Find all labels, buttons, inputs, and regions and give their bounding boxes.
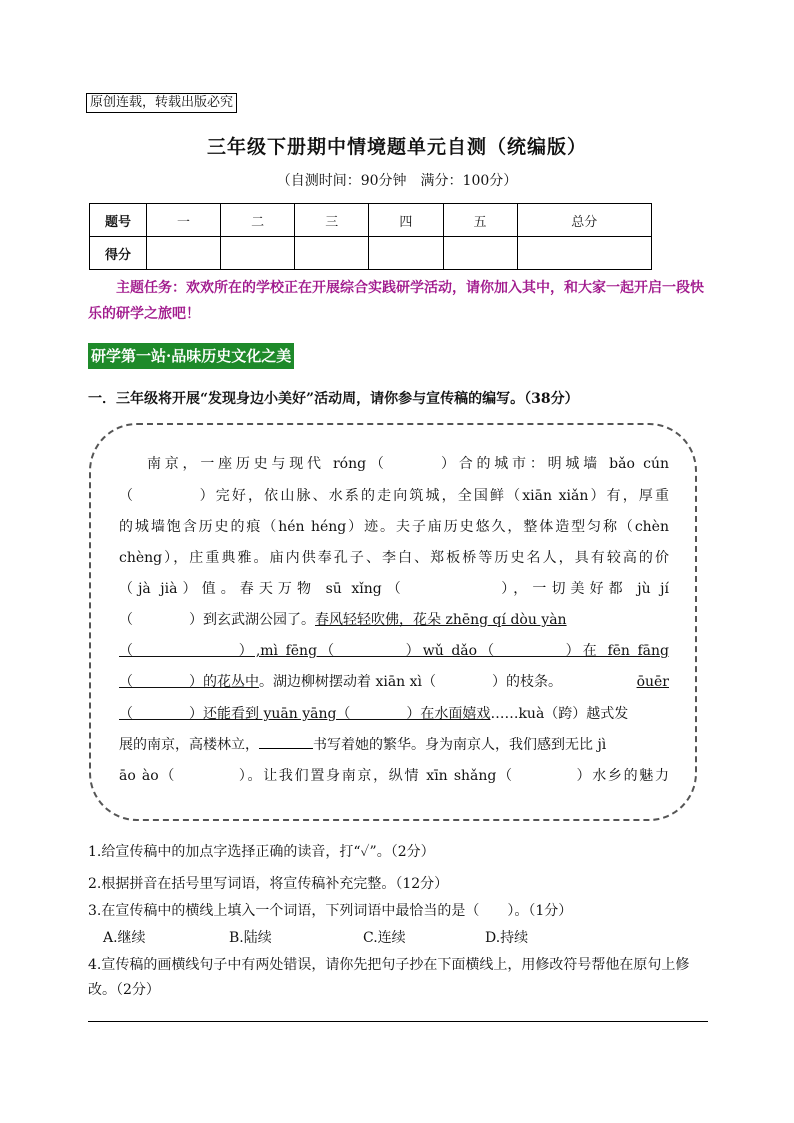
answer-line[interactable]	[88, 1021, 708, 1022]
passage-text: （ ）还能看到 yuān yāng（ ）在水面嬉戏	[119, 706, 491, 722]
score-cell[interactable]	[221, 237, 295, 270]
passage-text: （ ）到玄武湖公园了。	[119, 612, 315, 628]
option-c: C.连续	[363, 930, 406, 946]
passage-line: chèng），庄重典雅。庙内供奉孔子、李白、郑板桥等历史名人，具有较高的价	[119, 550, 669, 566]
passage-text: 书写着她的繁华。身为南京人，我们感到无比 jì	[313, 737, 607, 753]
error-sentence-segment: （ ）的花丛中	[119, 674, 259, 690]
score-header-cell: 二	[221, 204, 295, 237]
page-subtitle: （自测时间：90分钟 满分：100分）	[276, 173, 518, 189]
error-sentence-segment: 春风轻轻吹佛，花朵 zhēng qí dòu yàn	[315, 612, 567, 628]
passage-text: 展的南京，高楼林立，	[119, 737, 259, 753]
score-cell[interactable]	[443, 237, 517, 270]
station-banner: 研学第一站·品味历史文化之美	[88, 343, 294, 369]
passage-line	[119, 610, 669, 630]
score-cell[interactable]	[295, 237, 369, 270]
passage-text: 。湖边柳树摆动着 xiān xì（ ）的枝条。	[259, 674, 563, 690]
score-table-header-row	[90, 204, 652, 237]
score-cell[interactable]	[147, 237, 221, 270]
fill-blank-line[interactable]	[259, 736, 313, 749]
option-a: A.继续	[103, 930, 146, 946]
theme-task: 主题任务：欢欢所在的学校正在开展综合实践研学活动，请你加入其中，和大家一起开启一段快乐的研学之旅吧！	[88, 280, 704, 322]
score-header-cell: 四	[369, 204, 443, 237]
passage-line	[119, 704, 669, 724]
score-cell[interactable]	[369, 237, 443, 270]
passage-line: 的城墙饱含历史的痕（hén héng）迹。夫子庙历史悠久，整体造型匀称（chèn	[119, 519, 669, 535]
dotted-word: ōuēr	[636, 674, 669, 690]
passage-line: （jà jià）值。春天万物 sū xǐng（ ），一切美好都 jù jí	[119, 581, 669, 597]
section-one-heading: 一．三年级将开展“发现身边小美好”活动周，请你参与宣传稿的编写。（38分）	[88, 391, 579, 407]
score-header-cell: 五	[443, 204, 517, 237]
option-b: B.陆续	[229, 930, 272, 946]
question-2: 2.根据拼音在括号里写词语，将宣传稿补充完整。（12分）	[88, 876, 449, 892]
passage-line	[119, 672, 669, 692]
passage-text: ……kuà（跨）越式发	[490, 706, 629, 722]
score-header-cell: 三	[295, 204, 369, 237]
score-table	[89, 203, 652, 270]
question-3: 3.在宣传稿中的横线上填入一个词语，下列词语中最恰当的是（ ）。（1分）	[88, 903, 573, 919]
score-header-cell: 一	[147, 204, 221, 237]
option-d: D.持续	[485, 930, 529, 946]
passage-line	[119, 735, 669, 755]
score-row-label: 得分	[90, 237, 147, 270]
copyright-stamp: 原创连载，转载出版必究	[86, 93, 237, 113]
score-cell[interactable]	[517, 237, 651, 270]
page-title: 三年级下册期中情境题单元自测（统编版）	[206, 136, 587, 158]
question-1: 1.给宣传稿中的加点字选择正确的读音，打“✓”。（2分）	[88, 844, 435, 860]
score-header-cell: 总分	[517, 204, 651, 237]
passage-line: （ ）完好，依山脉、水系的走向筑城，全国鲜（xiān xiǎn）有，厚重	[119, 488, 669, 504]
passage-line: āo ào（ ）。让我们置身南京，纵情 xīn shǎng（ ）水乡的魅力	[119, 768, 669, 784]
score-header-cell: 题号	[90, 204, 147, 237]
question-4: 4.宣传稿的画横线句子中有两处错误，请你先把句子抄在下面横线上，用修改符号帮他在原句上修改。（2分）	[88, 957, 690, 998]
score-table-score-row	[90, 237, 652, 270]
error-sentence-segment: （ ）,mì fēng（ ）wǔ dǎo（ ）在 fēn fāng	[119, 643, 669, 659]
passage-line: 南京，一座历史与现代 róng（ ）合的城市：明城墙 bǎo cún	[147, 456, 669, 472]
